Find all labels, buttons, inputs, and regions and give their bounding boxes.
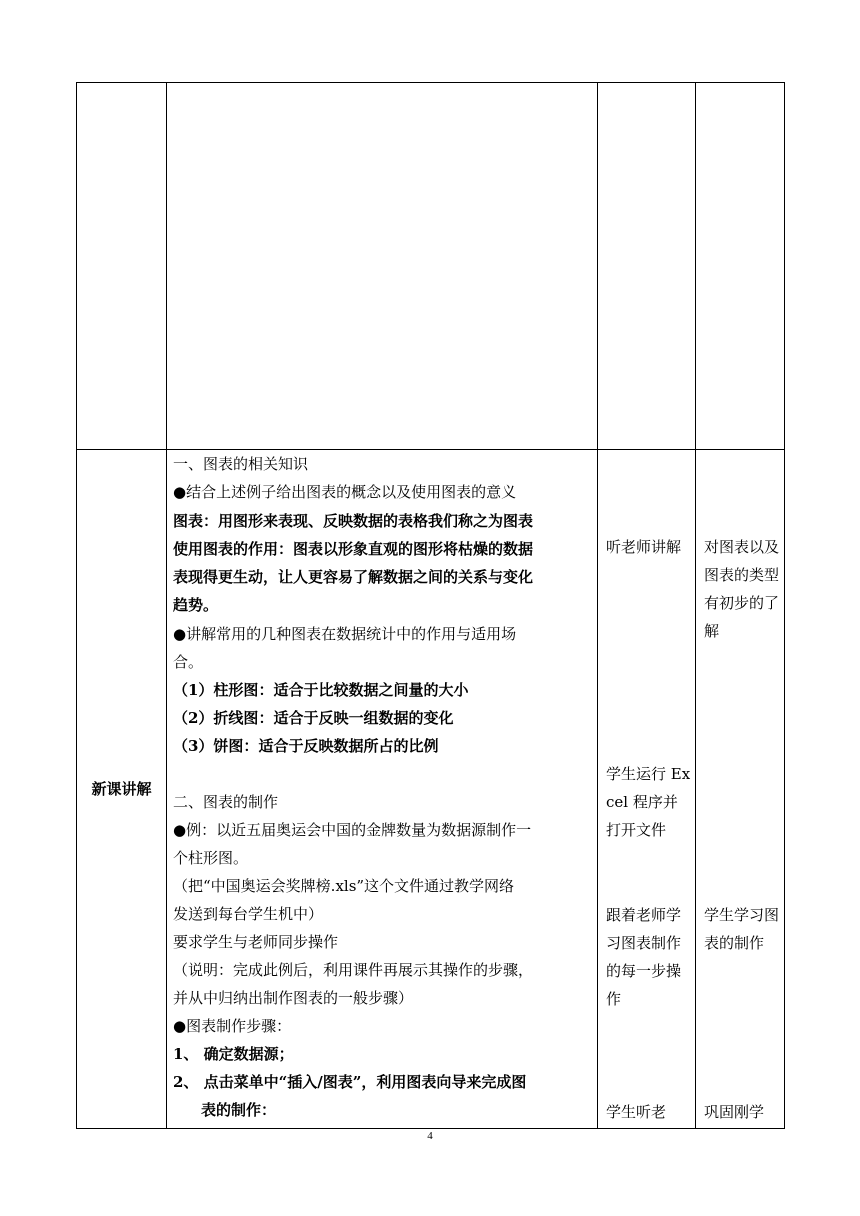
content-line: 使用图表的作用：图表以形象直观的图形将枯燥的数据 xyxy=(173,540,534,558)
stage-cell-empty xyxy=(77,83,167,450)
intent-item: 对图表以及图表的类型有初步的了解 xyxy=(704,538,780,640)
content-cell-empty xyxy=(167,83,598,450)
teaching-content-cell xyxy=(167,450,598,1129)
content-line: ●图表制作步骤： xyxy=(173,1017,292,1035)
student-activity-item: 听老师讲解 xyxy=(606,538,682,556)
stage-label: 新课讲解 xyxy=(77,450,167,1129)
student-activity-item: 学生听老 xyxy=(606,1103,667,1121)
student-activity-item: 跟着老师学习图表制作的每一步操作 xyxy=(606,906,682,1008)
content-line: （3）饼图：适合于反映数据所占的比例 xyxy=(173,737,439,755)
content-line: 1、 确定数据源； xyxy=(173,1045,294,1063)
table-row xyxy=(77,450,785,1129)
content-line: 发送到每台学生机中） xyxy=(173,905,324,923)
intent-cell-empty xyxy=(696,83,785,450)
content-line: 表现得更生动，让人更容易了解数据之间的关系与变化 xyxy=(173,568,534,586)
content-line: （1）柱形图：适合于比较数据之间量的大小 xyxy=(173,681,469,699)
content-line: ●例：以近五届奥运会中国的金牌数量为数据源制作一 xyxy=(173,821,532,839)
content-line: 并从中归纳出制作图表的一般步骤） xyxy=(173,989,414,1007)
student-cell-empty xyxy=(598,83,696,450)
content-line: 一、图表的相关知识 xyxy=(173,455,309,473)
table-row xyxy=(77,83,785,450)
content-line: ●讲解常用的几种图表在数据统计中的作用与适用场 xyxy=(173,625,517,643)
content-line: （说明：完成此例后，利用课件再展示其操作的步骤， xyxy=(173,961,534,979)
content-line: （把“中国奥运会奖牌榜.xls”这个文件通过教学网络 xyxy=(173,877,515,895)
content-line: 趋势。 xyxy=(173,596,219,614)
content-line: 2、 点击菜单中“插入/图表”，利用图表向导来完成图 xyxy=(173,1073,527,1091)
lesson-plan-table xyxy=(76,82,785,1129)
content-line: 个柱形图。 xyxy=(173,849,249,867)
intent-item: 学生学习图表的制作 xyxy=(704,906,780,952)
content-line: 表的制作： xyxy=(201,1101,277,1119)
content-line: 要求学生与老师同步操作 xyxy=(173,933,339,951)
content-line: （2）折线图：适合于反映一组数据的变化 xyxy=(173,709,454,727)
intent-cell xyxy=(696,450,785,1129)
page-number: 4 xyxy=(427,1130,433,1142)
content-line: ●结合上述例子给出图表的概念以及使用图表的意义 xyxy=(173,483,517,501)
content-line: 合。 xyxy=(173,653,204,671)
student-activity-item: 学生运行 Excel 程序并打开文件 xyxy=(606,765,691,839)
content-line: 图表：用图形来表现、反映数据的表格我们称之为图表 xyxy=(173,512,534,530)
student-activity-cell xyxy=(598,450,696,1129)
intent-item: 巩固刚学 xyxy=(704,1103,765,1121)
content-line: 二、图表的制作 xyxy=(173,793,279,811)
